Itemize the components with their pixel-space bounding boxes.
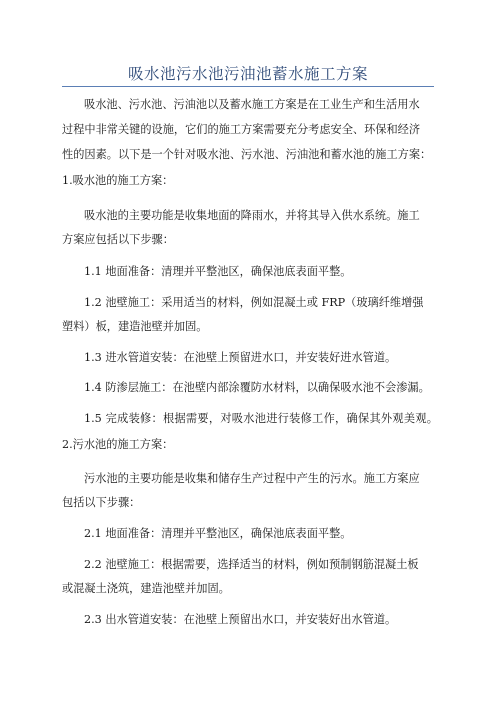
section2-step-2-1: 2.1 地面准备：清理并平整池区，确保池底表面平整。 — [84, 527, 352, 540]
section2-step-2-3: 2.3 出水管道安装：在池壁上预留出水口，并安装好出水管道。 — [84, 613, 397, 626]
section2-heading: 2.污水池的施工方案： — [62, 438, 174, 451]
section1-step-1-4: 1.4 防渗层施工：在池壁内部涂覆防水材料，以确保吸水池不会渗漏。 — [84, 381, 430, 394]
document-title: 吸水池污水池污油池蓄水施工方案 — [127, 65, 368, 83]
section1-desc-line-2: 方案应包括以下步骤： — [62, 233, 174, 246]
intro-line-2: 过程中非常关键的设施，它们的施工方案需要充分考虑安全、环保和经济 — [62, 123, 421, 136]
intro-line-3: 性的因素。以下是一个针对吸水池、污水池、污油池和蓄水池的施工方案： — [62, 148, 432, 161]
section1-step-1-2-line-1: 1.2 池壁施工：采用适当的材料，例如混凝土或 FRP（玻璃纤维增强 — [84, 296, 424, 309]
title-underline — [62, 86, 434, 87]
section1-step-1-1: 1.1 地面准备：清理并平整池区，确保池底表面平整。 — [84, 265, 352, 278]
section2-desc-line-2: 包括以下步骤： — [62, 496, 141, 509]
section2-step-2-2-line-2: 或混凝土浇筑，建造池壁并加固。 — [62, 582, 230, 595]
section1-desc-line-1: 吸水池的主要功能是收集地面的降雨水，并将其导入供水系统。施工 — [84, 209, 420, 222]
intro-line-1: 吸水池、污水池、污油池以及蓄水施工方案是在工业生产和生活用水 — [84, 98, 420, 111]
section1-step-1-5: 1.5 完成装修：根据需要，对吸水池进行装修工作，确保其外观美观。 — [84, 412, 438, 425]
section2-desc-line-1: 污水池的主要功能是收集和储存生产过程中产生的污水。施工方案应 — [84, 472, 420, 485]
section1-step-1-3: 1.3 进水管道安装：在池壁上预留进水口，并安装好进水管道。 — [84, 351, 397, 364]
section1-heading: 1.吸水池的施工方案： — [62, 174, 174, 187]
section1-step-1-2-line-2: 塑料）板，建造池壁并加固。 — [62, 320, 208, 333]
section2-step-2-2-line-1: 2.2 池壁施工：根据需要，选择适当的材料，例如预制钢筋混凝土板 — [84, 558, 419, 571]
